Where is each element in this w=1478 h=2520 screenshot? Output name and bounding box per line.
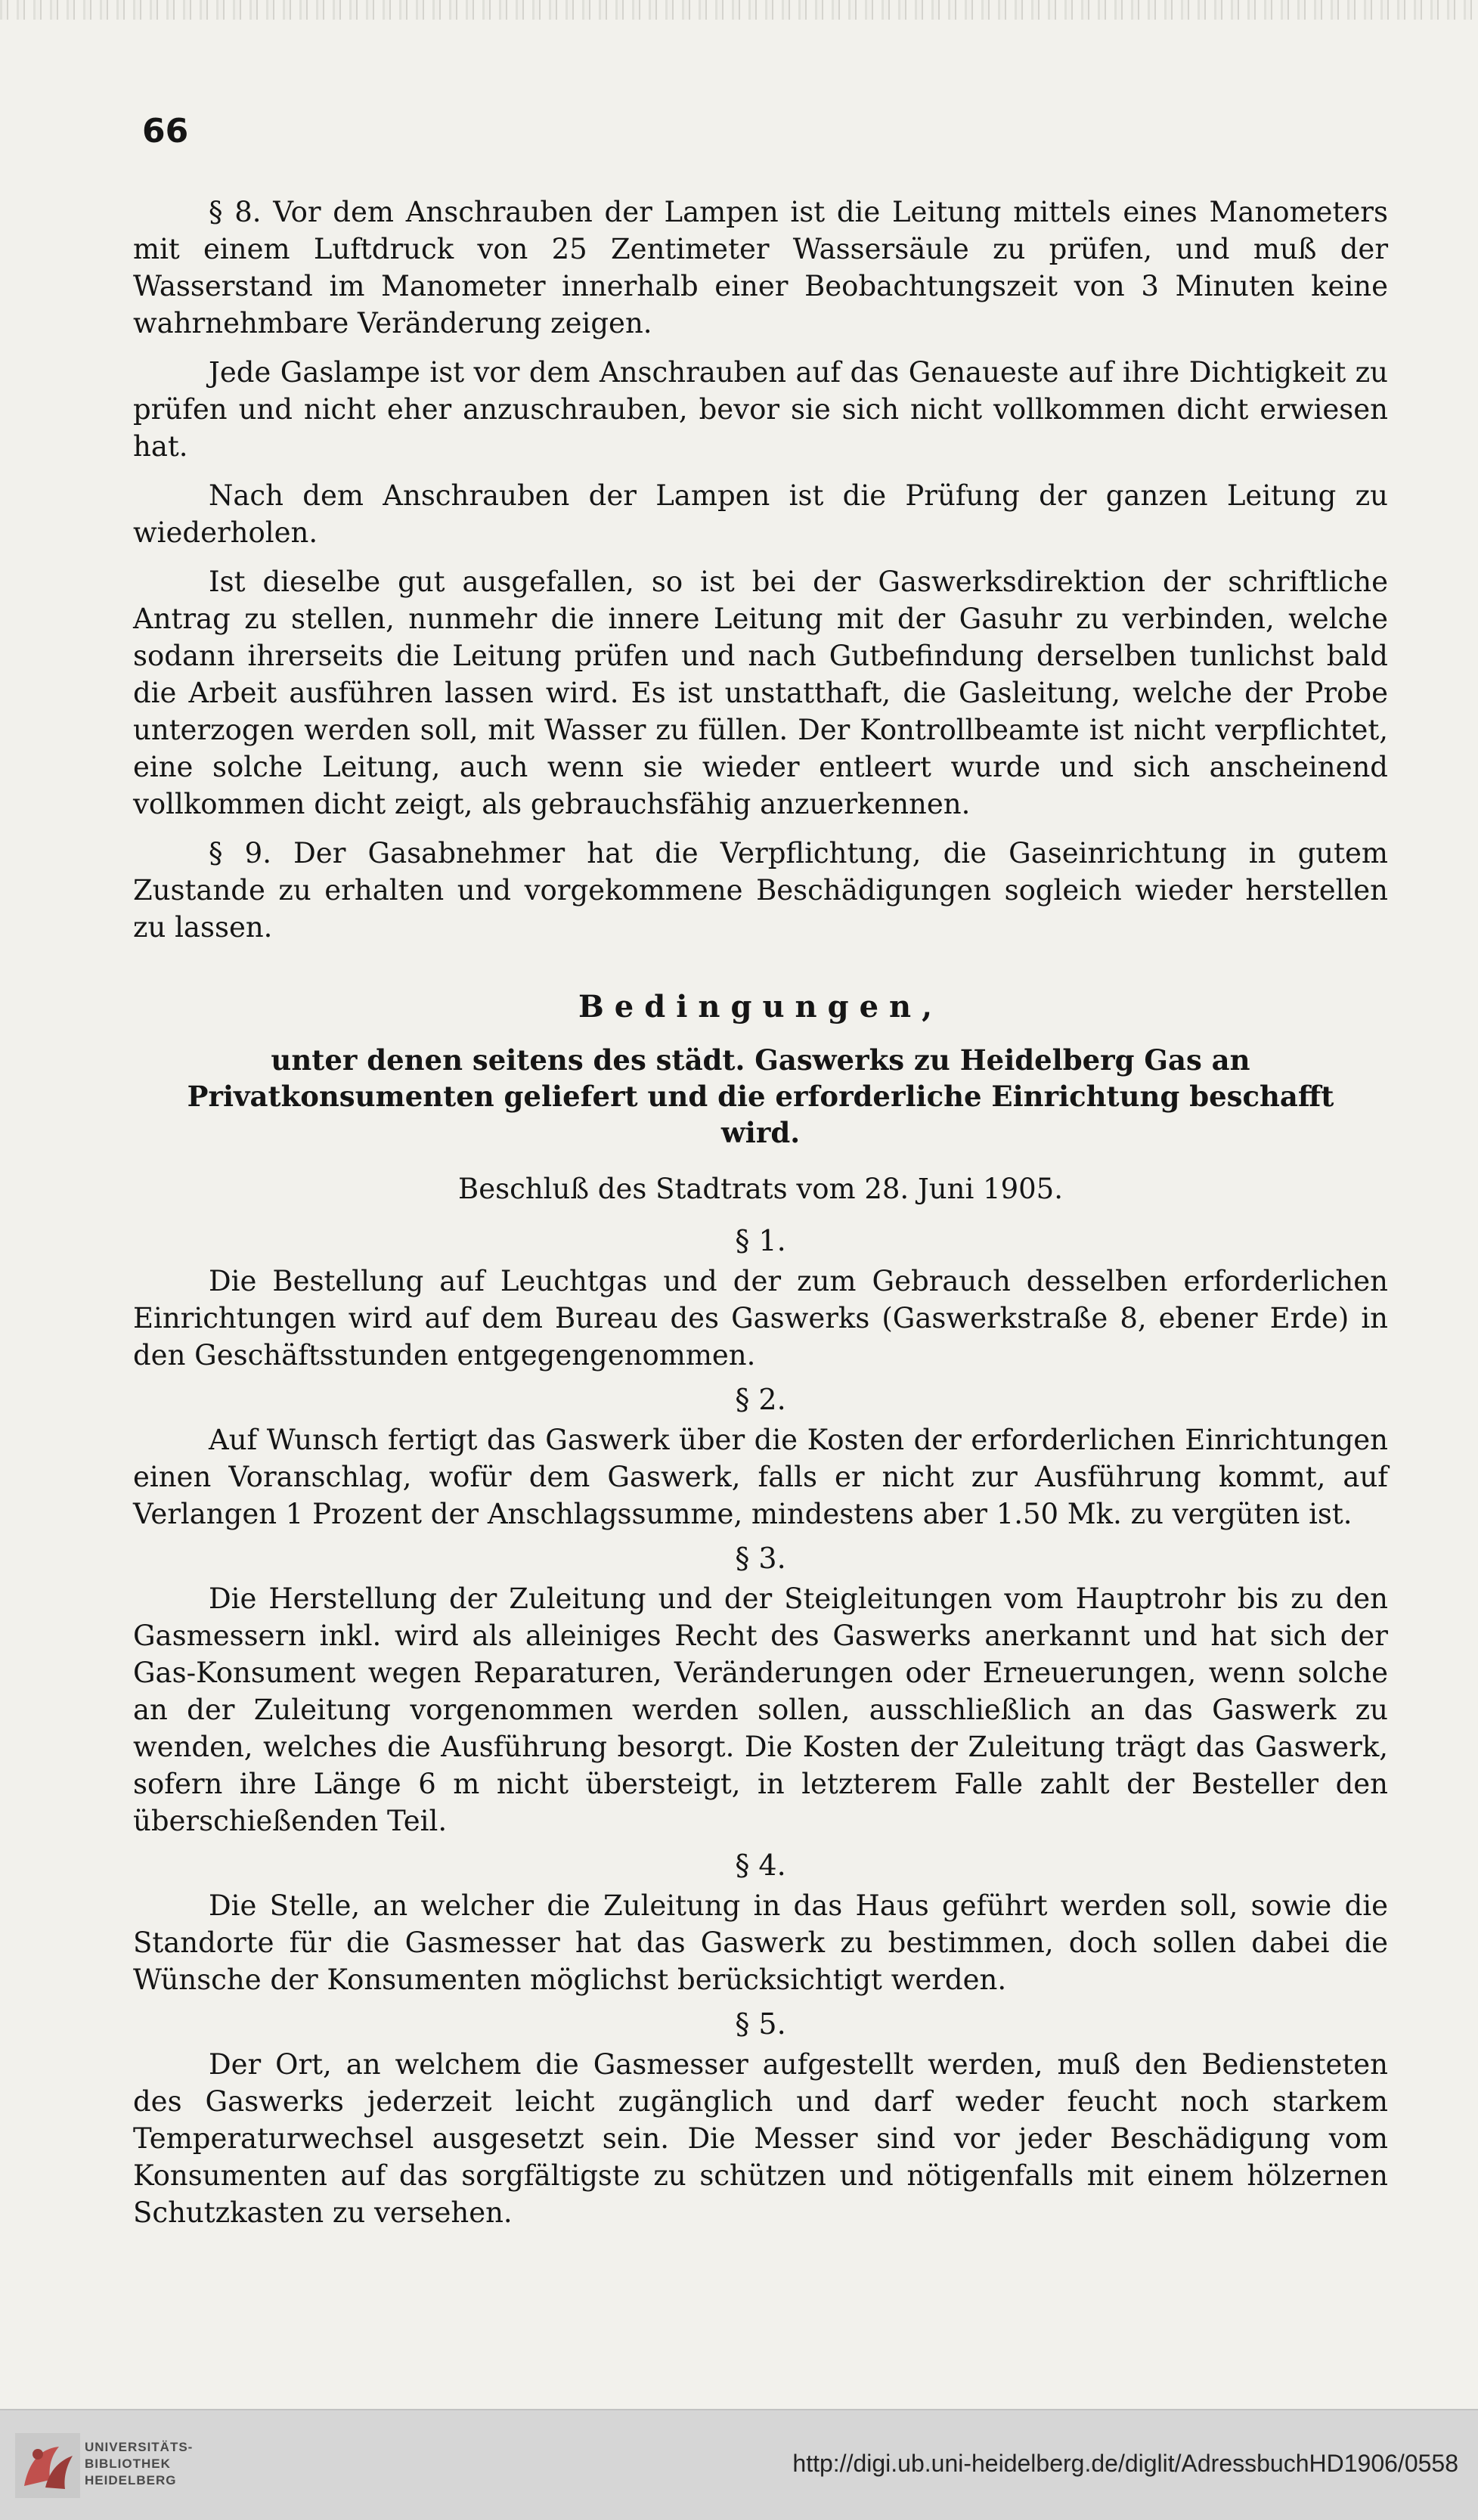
library-name-line: BIBLIOTHEK — [85, 2456, 171, 2471]
page-number: 66 — [142, 112, 189, 150]
paragraph-pruefung: Nach dem Anschrauben der Lampen ist die Prüfung der ganzen Leitung zu wiederholen. — [133, 479, 1388, 549]
para-number-4: § 4. — [735, 1849, 786, 1882]
paragraph-dichtigkeit: Jede Gaslampe ist vor dem Anschrauben auf das Genaueste auf ihre Dichtigkeit zu prüfen und nicht eher anzuschrauben, bevor sie sich nicht vollkommen dicht erwiesen hat. — [133, 356, 1388, 463]
para-text-4: Die Stelle, an welcher die Zuleitung in das Haus geführt werden soll, sowie die Standorte für die Gasmesser hat das Gaswerk zu bestimmen, doch sollen dabei die Wünsche der Konsumenten möglichst berücksichtigt werden. — [133, 1889, 1388, 1996]
paragraph-antrag: Ist dieselbe gut ausgefallen, so ist bei der Gaswerksdirektion der schriftliche Antrag zu stellen, nunmehr die innere Leitung mit der Gasuhr zu verbinden, welche sodann ihrerseits die Leitung prüfen und nach Gutbefindung derselben tunlichst bald die Arbeit ausführen lassen wird. Es ist unstatthaft, die Gasleitung, welche der Probe unterzogen werden soll, mit Wasser zu füllen. Der Kontrollbeamte ist nicht verpflichtet, eine solche Leitung, auch wenn sie wieder entleert wurde und sich anscheinend vollkommen dicht zeigt, als gebrauchsfähig anzuerkennen. — [133, 566, 1388, 820]
page-content — [133, 194, 1388, 2239]
paragraph-8: § 8. Vor dem Anschrauben der Lampen ist die Leitung mittels eines Manometers mit einem Luftdruck von 25 Zentimeter Wassersäule zu prüfen, und muß der Wasserstand im Manometer innerhalb einer Beobachtungszeit von 3 Minuten keine wahrnehmbare Veränderung zeigen. — [133, 196, 1388, 339]
para-number-5: § 5. — [735, 2007, 786, 2041]
section-heading: Bedingungen, — [578, 989, 944, 1024]
section-subheading: unter denen seitens des städt. Gaswerks zu Heidelberg Gas an Privatkonsumenten geliefert und die erforderliche Einrichtung beschafft wird. — [187, 1043, 1334, 1149]
para-text-3: Die Herstellung der Zuleitung und der Steigleitungen vom Hauptrohr bis zu den Gasmessern inkl. wird als alleiniges Recht des Gaswerks anerkannt und hat sich der Gas-Konsument wegen Reparaturen, Veränderungen oder Erneuerungen, wenn solche an der Zuleitung vorgenommen werden sollen, ausschließlich an das Gaswerk zu wenden, welches die Ausführung besorgt. Die Kosten der Zuleitung trägt das Gaswerk, sofern ihre Länge 6 m nicht übersteigt, in letzterem Falle zahlt der Besteller den überschießenden Teil. — [133, 1582, 1388, 1837]
para-number-3: § 3. — [735, 1542, 786, 1575]
para-number-1: § 1. — [735, 1224, 786, 1257]
source-url[interactable]: http://digi.ub.uni-heidelberg.de/diglit/AdressbuchHD1906/0558 — [792, 2450, 1458, 2477]
para-text-2: Auf Wunsch fertigt das Gaswerk über die Kosten der erforderlichen Einrichtungen einen Voranschlag, wofür dem Gaswerk, falls er nicht zur Ausführung kommt, auf Verlangen 1 Prozent der Anschlagssumme, mindestens aber 1.50 Mk. zu vergüten ist. — [133, 1424, 1388, 1530]
para-text-5: Der Ort, an welchem die Gasmesser aufgestellt werden, muß den Bediensteten des Gaswerks jederzeit leicht zugänglich und darf weder feucht noch starkem Temperaturwechsel ausgesetzt sein. Die Messer sind vor jeder Beschädigung vom Konsumenten auf das sorgfältigste zu schützen und nötigenfalls mit einem hölzernen Schutzkasten zu versehen. — [133, 2048, 1388, 2229]
university-seal-icon — [15, 2433, 80, 2498]
library-name-line: HEIDELBERG — [85, 2473, 177, 2487]
footer-bar — [0, 2409, 1478, 2520]
para-text-1: Die Bestellung auf Leuchtgas und der zum Gebrauch desselben erforderlichen Einrichtungen wird auf dem Bureau des Gaswerks (Gaswerkstraße 8, ebener Erde) in den Geschäftsstunden entgegengenommen. — [133, 1265, 1388, 1372]
library-name — [85, 2439, 193, 2489]
library-name-line: UNIVERSITÄTS- — [85, 2440, 194, 2454]
resolution-line: Beschluß des Stadtrats vom 28. Juni 1905. — [458, 1173, 1063, 1205]
paragraph-9: § 9. Der Gasabnehmer hat die Verpflichtung, die Gaseinrichtung in gutem Zustande zu erhalten und vorgekommene Beschädigungen sogleich wieder herstellen zu lassen. — [133, 837, 1388, 944]
scan-edge — [0, 0, 1478, 20]
para-number-2: § 2. — [735, 1383, 786, 1416]
